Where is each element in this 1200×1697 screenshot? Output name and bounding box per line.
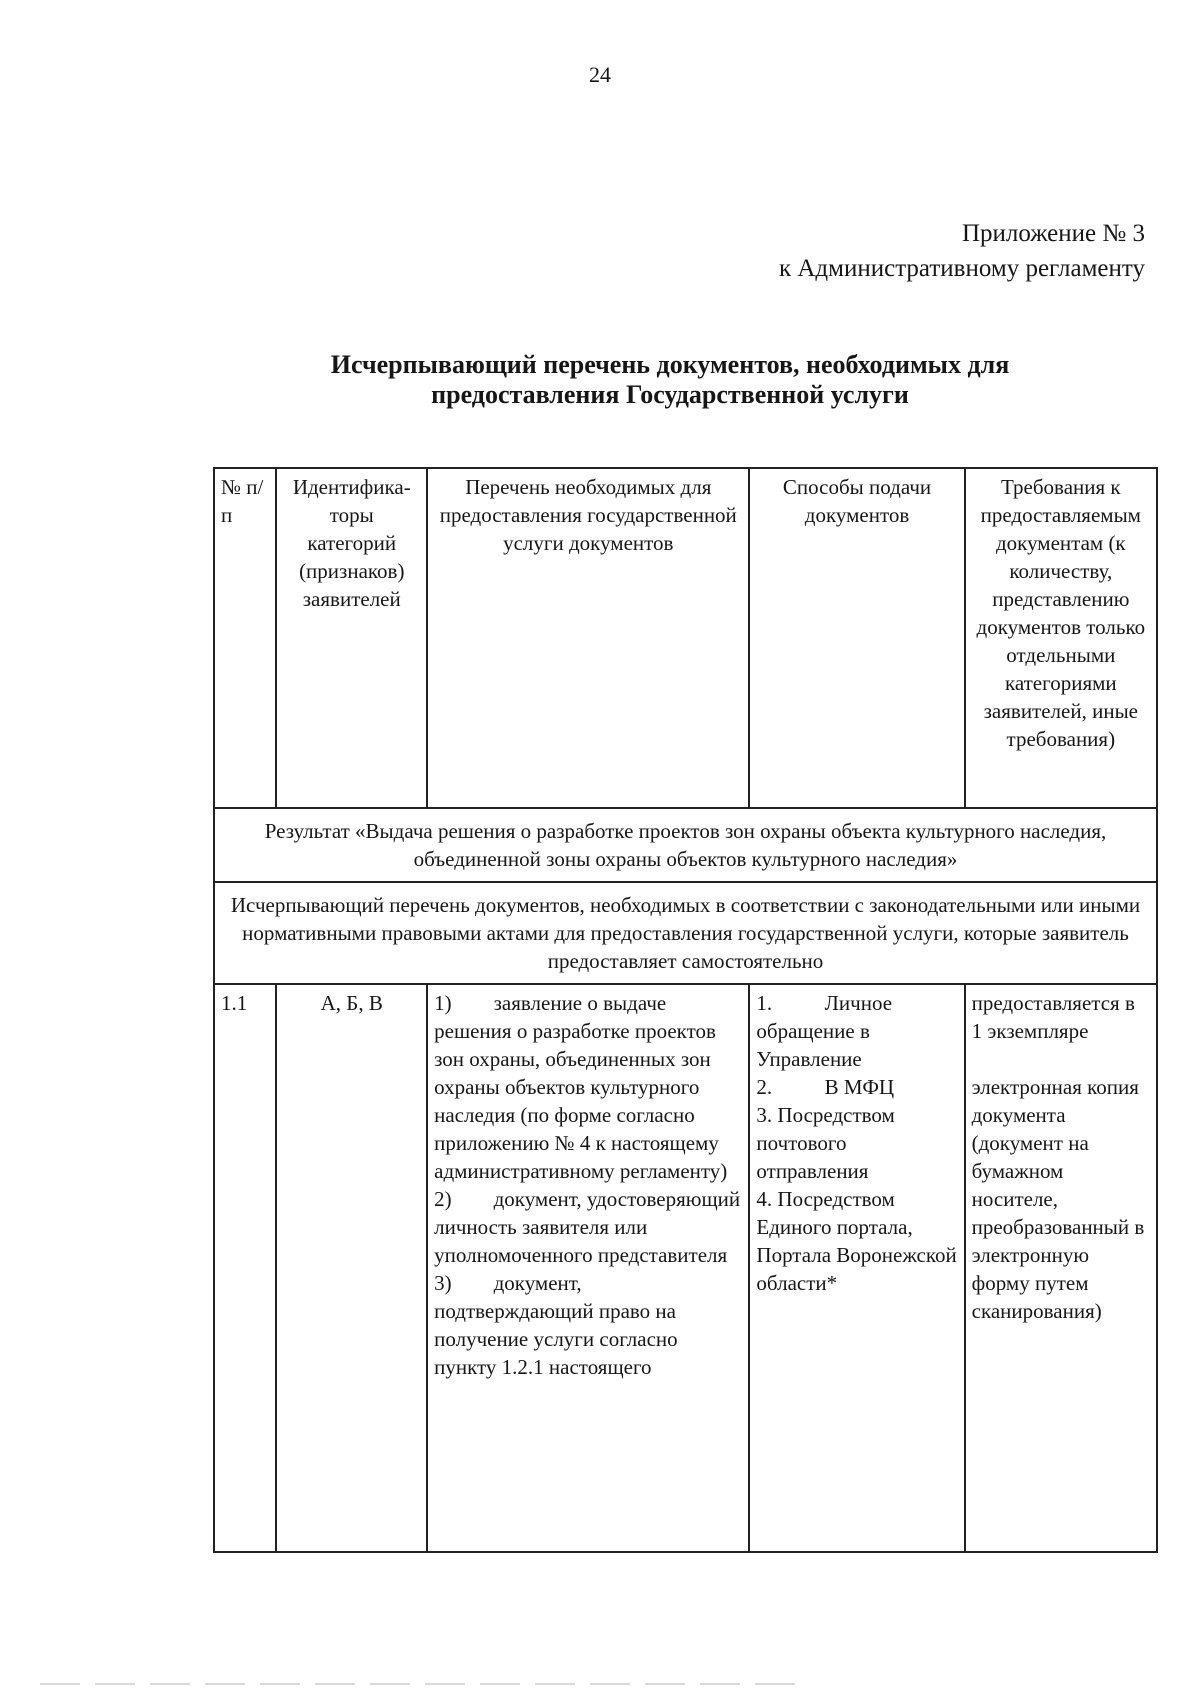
document-item: 3) документ, подтверждающий право на получение услуги согласно пункту 1.2.1 настоящего [434, 1271, 678, 1379]
page-number: 24 [589, 62, 611, 87]
row-documents [427, 984, 749, 1552]
table-row [214, 984, 1157, 1552]
header-applicant-categories: Идентифика-торы категорий (признаков) заявителей [276, 468, 427, 808]
header-number: № п/п [214, 468, 276, 808]
result-cell: Результат «Выдача решения о разработке проектов зон охраны объекта культурного наследия, объединенной зоны охраны объектов культурного наследия» [214, 808, 1157, 882]
row-categories: А, Б, В [276, 984, 427, 1552]
row-number: 1.1 [214, 984, 276, 1552]
appendix-line-1: Приложение № 3 [961, 220, 1145, 247]
method-item: 1. Личное обращение в Управление [756, 991, 893, 1071]
requirement-item: электронная копия документа (документ на бумажном носителе, преобразованный в электронную форму путем сканирования) [971, 1075, 1145, 1323]
requirement-item: предоставляется в 1 экземпляре [971, 991, 1135, 1043]
appendix-note [779, 216, 1145, 286]
documents-table [213, 467, 1158, 1553]
document-item: 1) заявление о выдаче решения о разработке проектов зон охраны, объединенных зон охраны объектов культурного наследия (по форме согласно приложению № 4 к настоящему административному регламенту) [434, 991, 728, 1183]
row-requirements [965, 984, 1157, 1552]
section-row [214, 882, 1157, 984]
appendix-line-2: к Административному регламенту [778, 255, 1145, 282]
table-header-row [214, 468, 1157, 808]
method-item: 3. Посредством почтового отправления [756, 1103, 895, 1183]
result-row [214, 808, 1157, 882]
scan-artifact-line [40, 1683, 800, 1685]
document-item: 2) документ, удостоверяющий личность заявителя или уполномоченного представителя [434, 1187, 741, 1267]
section-cell: Исчерпывающий перечень документов, необходимых в соответствии с законодательными или иными нормативными правовыми актами для предоставления государственной услуги, которые заявитель предоставляет самостоятельно [214, 882, 1157, 984]
row-methods [749, 984, 964, 1552]
document-title-line-1: Исчерпывающий перечень документов, необходимых для [330, 350, 1010, 379]
requirement-spacer [972, 1045, 1150, 1073]
method-item: 4. Посредством Единого портала, Портала Воронежской области* [756, 1187, 957, 1295]
method-item: 2. В МФЦ [756, 1075, 895, 1099]
header-submission-methods: Способы подачи документов [749, 468, 964, 808]
header-documents-list: Перечень необходимых для предоставления государственной услуги документов [427, 468, 749, 808]
document-title [280, 350, 1060, 410]
document-title-line-2: предоставления Государственной услуги [431, 380, 909, 409]
header-requirements: Требования к предоставляемым документам (к количеству, представлению документов только отдельными категориями заявителей, иные требования) [965, 468, 1157, 808]
